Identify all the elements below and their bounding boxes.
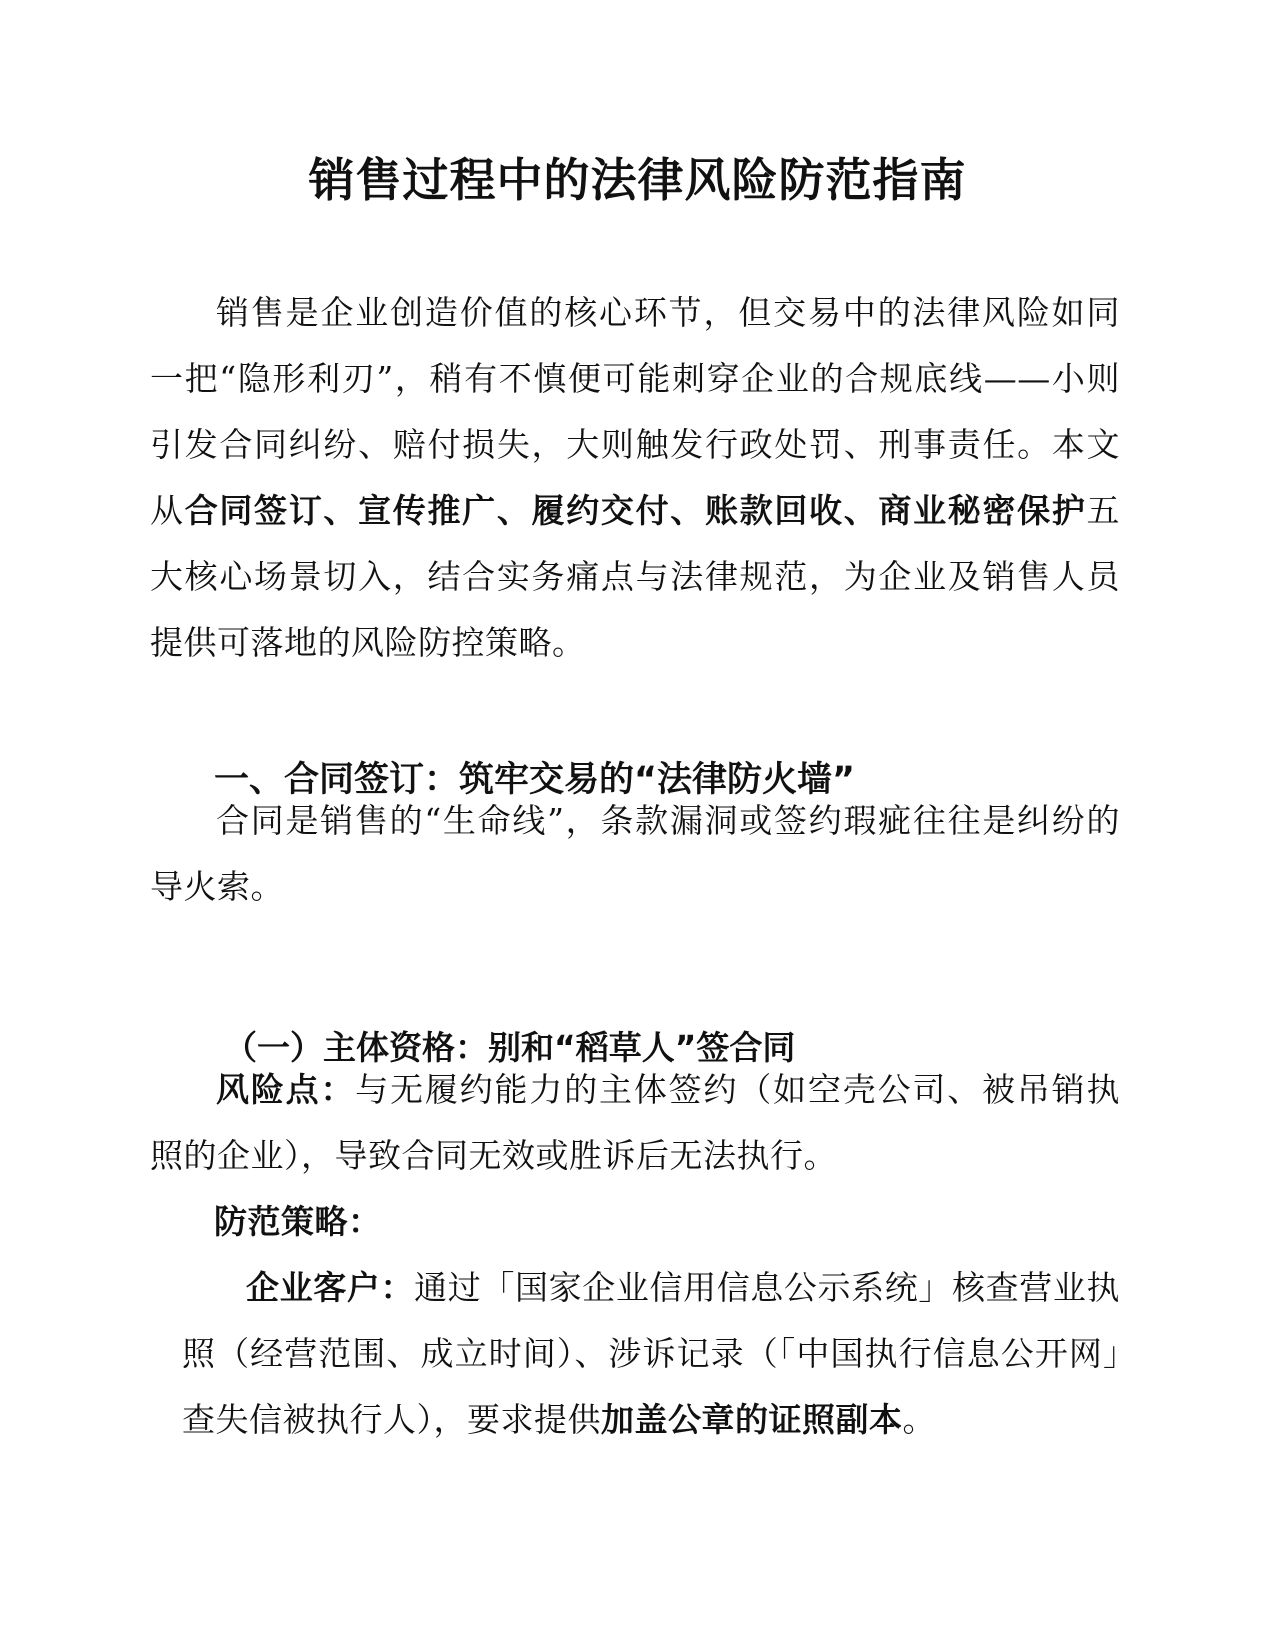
enterprise-client-text-1: 通过「国家企业信用信息公示系统」核查营业执照（经营范围、成立时间）、涉诉记录（「中国执行信息公开网」查失信被执行人），要求提供	[182, 1268, 1121, 1439]
document-title: 销售过程中的法律风险防范指南	[308, 153, 967, 207]
intro-key-scenarios: 合同签订、宣传推广、履约交付、账款回收、商业秘密保护	[184, 491, 1087, 530]
risk-point-text: 与无履约能力的主体签约（如空壳公司、被吊销执照的企业），导致合同无效或胜诉后无法执行。	[150, 1070, 1121, 1175]
intro-text-2: 五大核心场景切入，结合实务痛点与法律规范，为企业及销售人员提供可落地的风险防控策略。	[150, 491, 1121, 662]
risk-point-label: 风险点：	[216, 1070, 356, 1109]
enterprise-client-key-requirement: 加盖公章的证照副本	[601, 1400, 903, 1439]
enterprise-client-paragraph	[182, 1255, 1120, 1453]
intro-text-1: 销售是企业创造价值的核心环节，但交易中的法律风险如同一把“隐形利刃”，稍有不慎便可能刺穿企业的合规底线——小则引发合同纠纷、赔付损失，大则触发行政处罚、刑事责任。本文从	[150, 293, 1120, 530]
enterprise-client-text-2: 。	[902, 1400, 936, 1439]
subsection-1-heading: （一）主体资格：别和“稻草人”签合同	[224, 1028, 796, 1067]
section-1-paragraph: 合同是销售的“生命线”，条款漏洞或签约瑕疵往往是纠纷的导火索。	[150, 801, 1120, 906]
risk-point-paragraph	[150, 1057, 1120, 1189]
section-1-heading: 一、合同签订：筑牢交易的“法律防火墙”	[214, 760, 856, 800]
intro-paragraph	[150, 280, 1120, 676]
enterprise-client-label: 企业客户：	[246, 1268, 415, 1307]
strategy-label: 防范策略：	[214, 1202, 382, 1241]
